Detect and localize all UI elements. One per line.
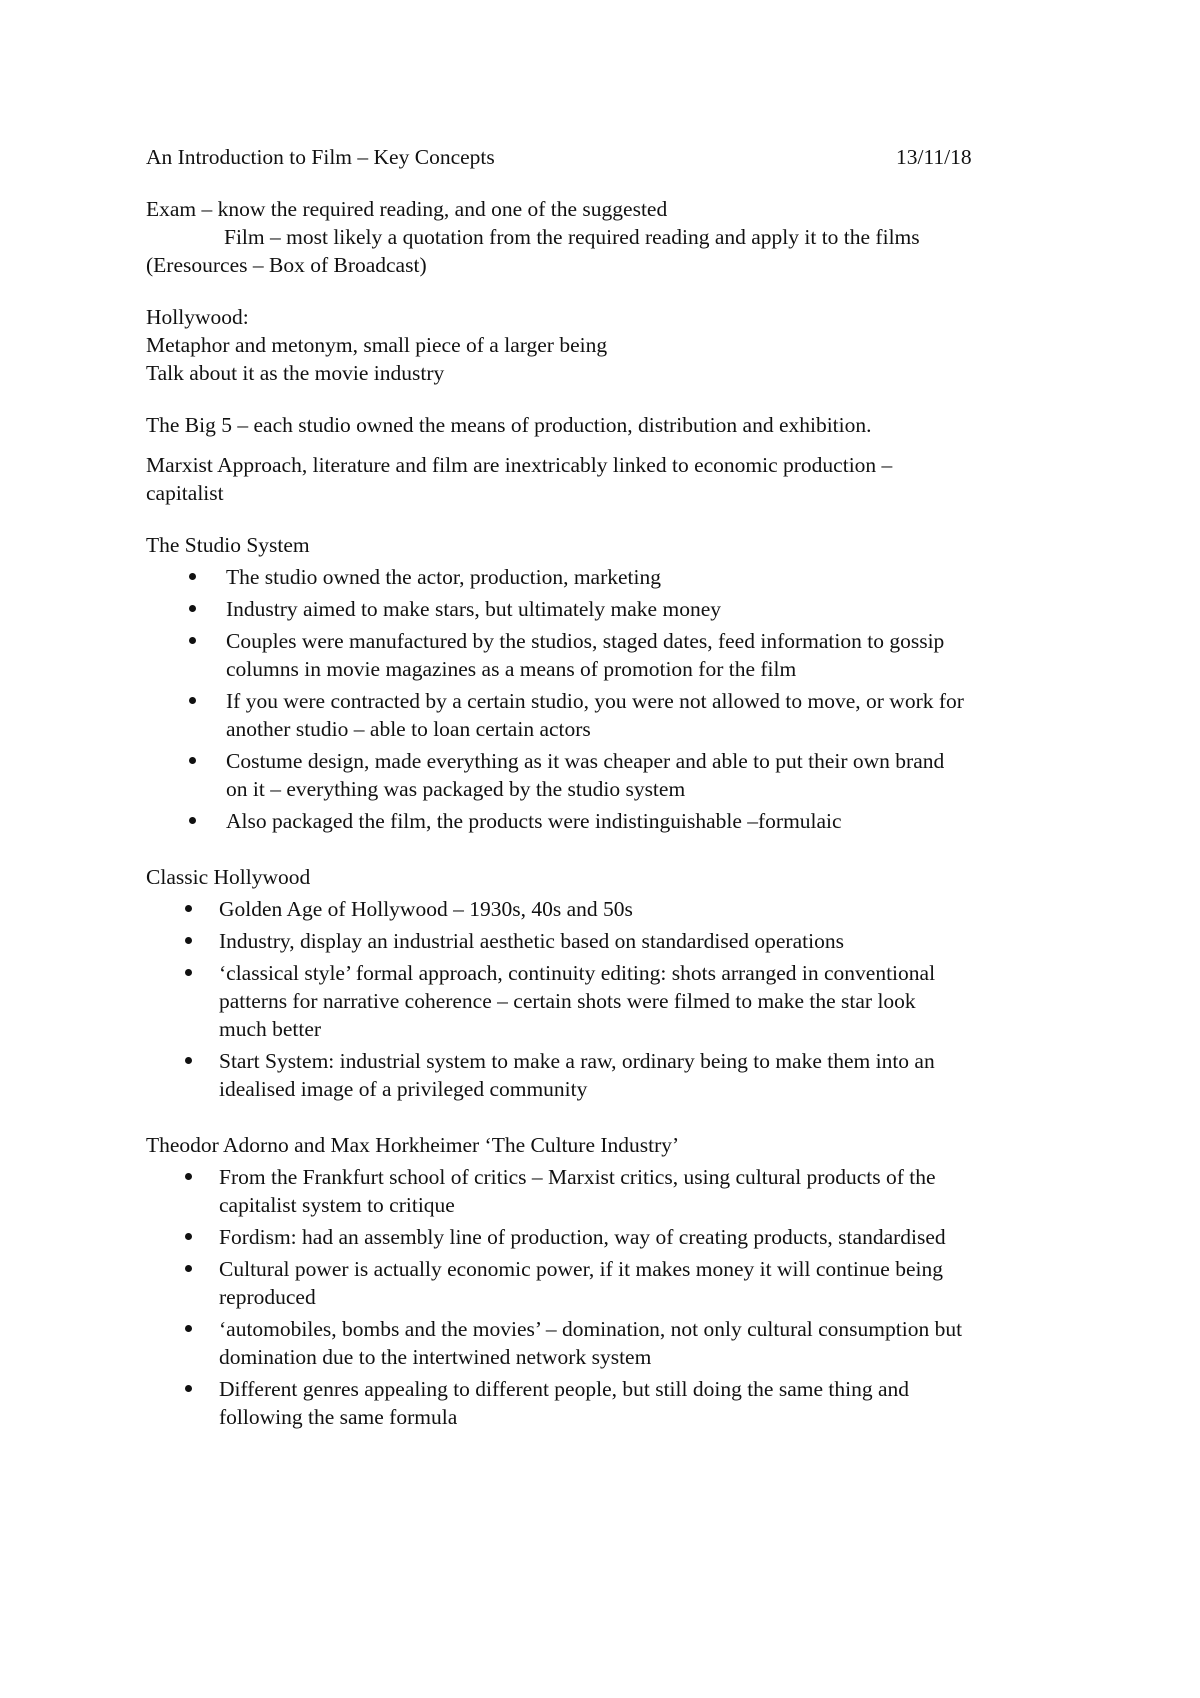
bullet-icon bbox=[185, 969, 192, 976]
marxist-line-1: Marxist Approach, literature and film are inextricably linked to economic production – bbox=[146, 453, 893, 477]
bullet-icon bbox=[189, 605, 196, 612]
list-item-line: Industry aimed to make stars, but ultimately make money bbox=[226, 597, 721, 621]
culture-industry-list bbox=[146, 1163, 1080, 1431]
bullet-icon bbox=[189, 697, 196, 704]
classic-hollywood-section bbox=[146, 863, 1080, 1103]
list-item-line: Also packaged the film, the products were indistinguishable –formulaic bbox=[226, 809, 842, 833]
list-item bbox=[146, 1315, 1080, 1371]
big5-paragraph: The Big 5 – each studio owned the means of production, distribution and exhibition. bbox=[146, 413, 872, 437]
marxist-line-2: capitalist bbox=[146, 481, 224, 505]
list-item-line: capitalist system to critique bbox=[219, 1193, 455, 1217]
list-item-line: Golden Age of Hollywood – 1930s, 40s and 50s bbox=[219, 897, 633, 921]
hollywood-heading: Hollywood: bbox=[146, 305, 249, 329]
list-item bbox=[146, 1047, 1080, 1103]
bullet-icon bbox=[189, 637, 196, 644]
list-item-line: columns in movie magazines as a means of promotion for the film bbox=[226, 657, 797, 681]
list-item bbox=[146, 1255, 1080, 1311]
exam-section bbox=[146, 195, 1080, 279]
list-item-line: Fordism: had an assembly line of production, way of creating products, standardised bbox=[219, 1225, 946, 1249]
hollywood-line-1: Metaphor and metonym, small piece of a larger being bbox=[146, 333, 608, 357]
bullet-icon bbox=[189, 817, 196, 824]
list-item-line: If you were contracted by a certain studio, you were not allowed to move, or work for bbox=[226, 689, 964, 713]
bullet-icon bbox=[185, 1265, 192, 1272]
classic-hollywood-heading: Classic Hollywood bbox=[146, 865, 311, 889]
bullet-icon bbox=[185, 1057, 192, 1064]
list-item-line: on it – everything was packaged by the studio system bbox=[226, 777, 686, 801]
list-item-line: another studio – able to loan certain actors bbox=[226, 717, 591, 741]
culture-industry-heading: Theodor Adorno and Max Horkheimer ‘The Culture Industry’ bbox=[146, 1133, 680, 1157]
list-item-line: Start System: industrial system to make a raw, ordinary being to make them into an bbox=[219, 1049, 935, 1073]
bullet-icon bbox=[185, 905, 192, 912]
studio-system-list bbox=[146, 563, 1080, 835]
list-item bbox=[146, 927, 1080, 955]
list-item bbox=[146, 627, 1080, 683]
list-item-line: Industry, display an industrial aesthetic based on standardised operations bbox=[219, 929, 844, 953]
exam-line-3: (Eresources – Box of Broadcast) bbox=[146, 253, 427, 277]
bullet-icon bbox=[185, 937, 192, 944]
list-item-line: Cultural power is actually economic power, if it makes money it will continue being bbox=[219, 1257, 943, 1281]
list-item bbox=[146, 595, 1080, 623]
marxist-section bbox=[146, 451, 1080, 507]
culture-industry-section bbox=[146, 1131, 1080, 1431]
list-item bbox=[146, 1163, 1080, 1219]
hollywood-section bbox=[146, 303, 1080, 387]
list-item-line: following the same formula bbox=[219, 1405, 458, 1429]
bullet-icon bbox=[185, 1385, 192, 1392]
list-item-line: ‘automobiles, bombs and the movies’ – domination, not only cultural consumption but bbox=[219, 1317, 963, 1341]
list-item bbox=[146, 959, 1080, 1043]
title-row bbox=[146, 143, 1080, 171]
studio-system-heading: The Studio System bbox=[146, 533, 310, 557]
bullet-icon bbox=[189, 573, 196, 580]
bullet-icon bbox=[185, 1173, 192, 1180]
list-item bbox=[146, 563, 1080, 591]
list-item-line: domination due to the intertwined network system bbox=[219, 1345, 652, 1369]
list-item-line: Couples were manufactured by the studios, staged dates, feed information to gossip bbox=[226, 629, 945, 653]
list-item-line: idealised image of a privileged community bbox=[219, 1077, 588, 1101]
bullet-icon bbox=[185, 1325, 192, 1332]
list-item-line: The studio owned the actor, production, marketing bbox=[226, 565, 661, 589]
list-item bbox=[146, 687, 1080, 743]
list-item bbox=[146, 807, 1080, 835]
list-item bbox=[146, 747, 1080, 803]
exam-line-2: Film – most likely a quotation from the required reading and apply it to the films bbox=[224, 225, 920, 249]
classic-hollywood-list bbox=[146, 895, 1080, 1103]
list-item-line: Different genres appealing to different people, but still doing the same thing and bbox=[219, 1377, 910, 1401]
list-item bbox=[146, 1223, 1080, 1251]
bullet-icon bbox=[185, 1233, 192, 1240]
exam-line-1: Exam – know the required reading, and one of the suggested bbox=[146, 197, 668, 221]
list-item-line: ‘classical style’ formal approach, continuity editing: shots arranged in conventional bbox=[219, 961, 936, 985]
studio-system-section bbox=[146, 531, 1080, 835]
list-item-line: From the Frankfurt school of critics – Marxist critics, using cultural products of the bbox=[219, 1165, 936, 1189]
bullet-icon bbox=[189, 757, 196, 764]
document-title: An Introduction to Film – Key Concepts bbox=[146, 145, 495, 169]
hollywood-line-2: Talk about it as the movie industry bbox=[146, 361, 445, 385]
list-item-line: patterns for narrative coherence – certain shots were filmed to make the star look bbox=[219, 989, 916, 1013]
document-date: 13/11/18 bbox=[896, 145, 972, 169]
list-item-line: much better bbox=[219, 1017, 322, 1041]
list-item bbox=[146, 1375, 1080, 1431]
list-item bbox=[146, 895, 1080, 923]
list-item-line: Costume design, made everything as it was cheaper and able to put their own brand bbox=[226, 749, 945, 773]
list-item-line: reproduced bbox=[219, 1285, 316, 1309]
